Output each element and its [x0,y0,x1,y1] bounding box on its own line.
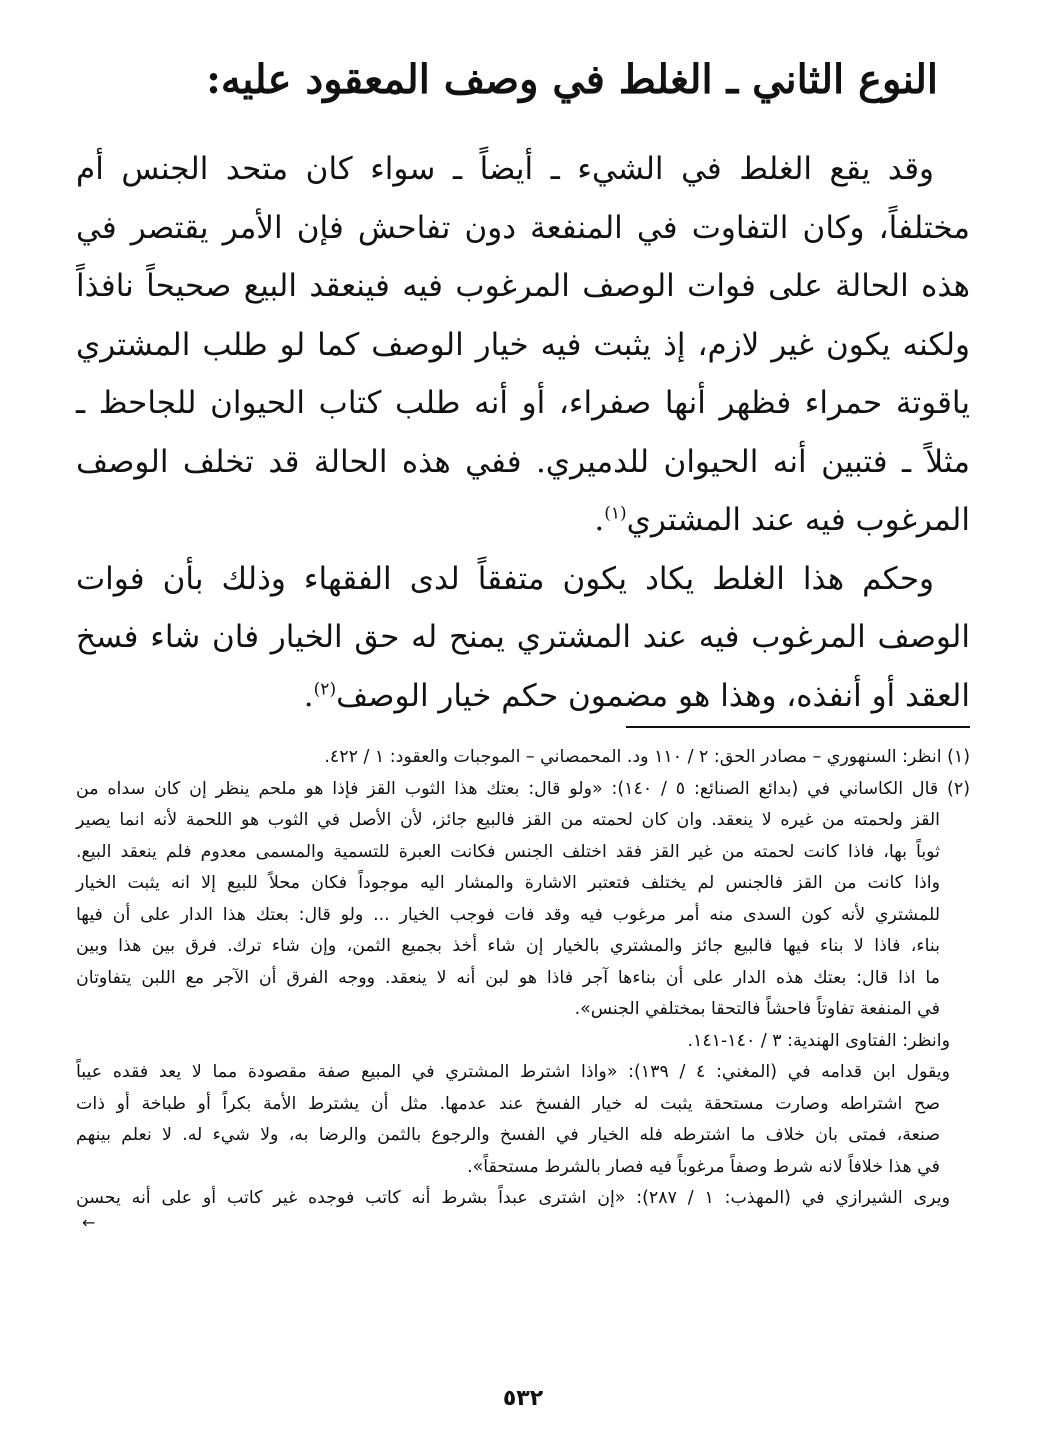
footnote-2-ibn-qudama-line: صنعة، فمتى بان خلاف ما اشترطه فله الخيار في الفسخ والرجوع بالثمن والرضا به، ولا شيء له. لا نعلم بينهم [76,1125,940,1145]
paragraph-2-end: . [303,677,314,714]
footnote-ref-2: (٢) [313,679,337,700]
footnote-separator [626,726,970,728]
footnote-2-shirazi-line: ويرى الشيرازي في (المهذب: ١ / ٢٨٧): «إن اشترى عبداً بشرط أنه كاتب فوجده غير كاتب أو على أنه يحسن [76,1188,950,1208]
footnote-2-see-also: وانظر: الفتاوى الهندية: ٣ / ١٤٠-١٤١. [687,1030,950,1051]
paragraph-1-end: . [594,502,605,538]
paragraph-2-text: وحكم هذا الغلط يكاد يكون متفقاً لدى الفقهاء وذلك بأن فوات الوصف المرغوب فيه عند المشتري يمنح له حق الخيار فان شاء فسخ العقد أو أنفذه، وهذا هو مضمون حكم خيار الوصف [76,560,970,714]
paragraph-2 [76,550,970,726]
footnote-1: (١) انظر: السنهوري – مصادر الحق: ٢ / ١١٠ ود. المحمصاني – الموجبات والعقود: ١ / ٤٢٢. [324,747,970,767]
footnote-2-line: بناء، فاذا لا بناء فيها فالبيع جائز والمشتري بالخيار إن شاء أخذ بجميع الثمن، وإن شاء ترك. فرق بين هذا وبين [76,936,940,956]
footnote-2-line: ثوباً بها، فاذا كانت لحمته من غير القز فقد اختلف الجنس فكانت العبرة للتسمية والمسمى معدوم فلم ينعقد البيع. [76,841,940,862]
paragraph-1 [76,140,970,550]
footnote-2-line: (٢) قال الكاساني في (بدائع الصنائع: ٥ / ١٤٠): «ولو قال: بعتك هذا الثوب القز فإذا هو ملحم ينظر إن كان سداه من [76,778,970,799]
page-number: ٥٣٢ [502,1386,544,1411]
footnote-2-line: في المنفعة تفاوتاً فاحشاً فالتحقا بمختلفي الجنس». [574,999,940,1019]
footnote-2-ibn-qudama-line: في هذا خلافاً لانه شرط وصفاً مرغوباً فيه فصار بالشرط مستحقاً». [467,1156,940,1177]
footnote-2-line: واذا كانت من القز فالجنس لم يختلف فتعتبر الاشارة والمشار اليه موجوداً فكان محلاً للبيع إلا انه يثبت الخيار [76,873,940,893]
continuation-arrow-icon: ← [82,1212,96,1232]
footnote-ref-1: (١) [604,503,627,524]
footnotes [76,742,970,1231]
footnote-2-line: ما اذا قال: بعتك هذه الدار على أن بناءها آجر فاذا هو لبن أنه لا ينعقد. ووجه الفرق أن الآجر مع اللبن يتفاوتان [76,967,940,988]
footnote-2-ibn-qudama-line: ويقول ابن قدامه في (المغني: ٤ / ١٣٩): «واذا اشترط المشتري في المبيع صفة مقصودة مما لا يعد فقده عيباً [76,1062,951,1082]
footnote-2-line: للمشتري لأنه كون السدى منه أمر مرغوب فيه وقد فات فوجب الخيار ... ولو قال: بعتك هذا الدار على أن فيها [76,904,940,925]
section-heading: النوع الثاني ـ الغلط في وصف المعقود عليه: [206,56,938,103]
main-text [76,140,970,725]
paragraph-1-text: وقد يقع الغلط في الشيء ـ أيضاً ـ سواء كان متحد الجنس أم مختلفاً، وكان التفاوت في المنفعة دون تفاحش فإن الأمر يقتصر في هذه الحالة على فوات الوصف المرغوب فيه فينعقد البيع صحيحاً نافذاً ولكنه يكون غير لازم، إذ يثبت فيه خيار الوصف كما لو طلب المشتري ياقوتة حمراء فظهر أنها صفراء، أو أنه طلب كتاب الحيوان للجاحظ ـ مثلاً ـ فتبين أنه الحيوان للدميري. ففي هذه الحالة قد تخلف الوصف المرغوب فيه عند المشتري [76,151,970,538]
footnote-2-ibn-qudama-line: صح اشتراطه وصارت مستحقة يثبت له خيار الفسخ عند عدمها. مثل أن يشترط الأمة بكراً أو طباخة أو ذات [76,1093,940,1114]
footnote-2-line: القز ولحمته من غيره لا ينعقد. وان كان لحمته من القز فالبيع جائز، لأن الأصل في الثوب هو اللحمة لأنه انما يصير [76,810,940,830]
